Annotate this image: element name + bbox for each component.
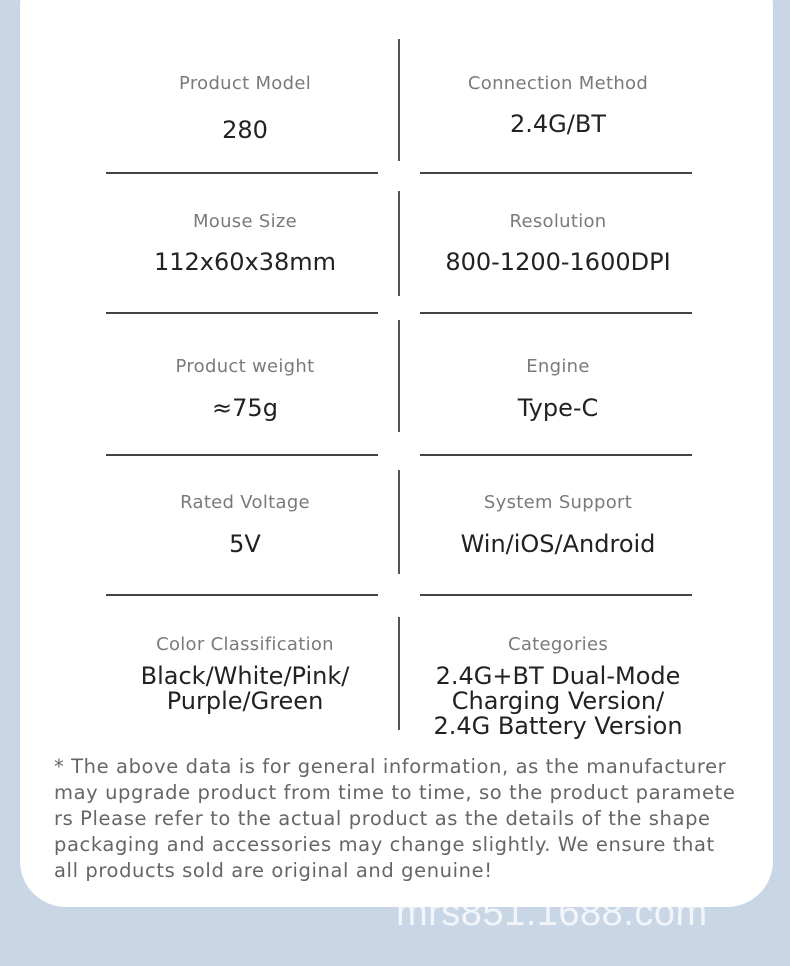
column-divider — [398, 470, 400, 574]
spec-label: Connection Method — [467, 73, 649, 94]
spec-value: 2.4G/BT — [510, 110, 606, 138]
row-divider — [106, 594, 378, 596]
column-divider — [398, 191, 400, 296]
spec-value: 800-1200-1600DPI — [445, 248, 671, 276]
spec-value: 112x60x38mm — [153, 248, 337, 276]
column-divider — [398, 617, 400, 730]
spec-label: Resolution — [509, 211, 607, 232]
row-divider — [420, 312, 692, 314]
spec-label: Product weight — [175, 356, 315, 377]
disclaimer-line: packaging and accessories may change slightly. We ensure that — [54, 833, 715, 856]
row-divider — [420, 454, 692, 456]
row-divider — [420, 172, 692, 174]
disclaimer-line: all products sold are original and genuine! — [54, 859, 493, 882]
disclaimer-line: may upgrade product from time to time, so the product paramete — [54, 781, 736, 804]
disclaimer-line: rs Please refer to the actual product as the details of the shape — [54, 807, 711, 830]
spec-value-line: Black/White/Pink/ — [140, 662, 350, 690]
disclaimer — [54, 754, 754, 884]
row-divider — [106, 312, 378, 314]
spec-label: Product Model — [178, 73, 311, 94]
spec-value-line: Purple/Green — [166, 687, 324, 715]
row-divider — [106, 454, 378, 456]
spec-label: Color Classification — [156, 634, 334, 655]
spec-label: Rated Voltage — [180, 492, 310, 513]
row-divider — [106, 172, 378, 174]
spec-label: Categories — [507, 634, 609, 655]
spec-label: Engine — [526, 356, 590, 377]
spec-value: 280 — [222, 116, 268, 144]
spec-label: Mouse Size — [192, 211, 298, 232]
spec-value-line: 2.4G Battery Version — [433, 712, 683, 740]
spec-value: Win/iOS/Android — [460, 530, 656, 558]
spec-value: 5V — [229, 530, 261, 558]
row-divider — [420, 594, 692, 596]
disclaimer-line: * The above data is for general information, as the manufacturer — [54, 755, 727, 778]
spec-value: ≈75g — [212, 394, 278, 422]
spec-label: System Support — [483, 492, 633, 513]
column-divider — [398, 320, 400, 432]
store-watermark: mrs851.1688.com — [396, 892, 708, 934]
spec-value: Type-C — [517, 394, 599, 422]
spec-value-line: Charging Version/ — [451, 687, 665, 715]
column-divider — [398, 39, 400, 161]
spec-value-line: 2.4G+BT Dual-Mode — [435, 662, 681, 690]
